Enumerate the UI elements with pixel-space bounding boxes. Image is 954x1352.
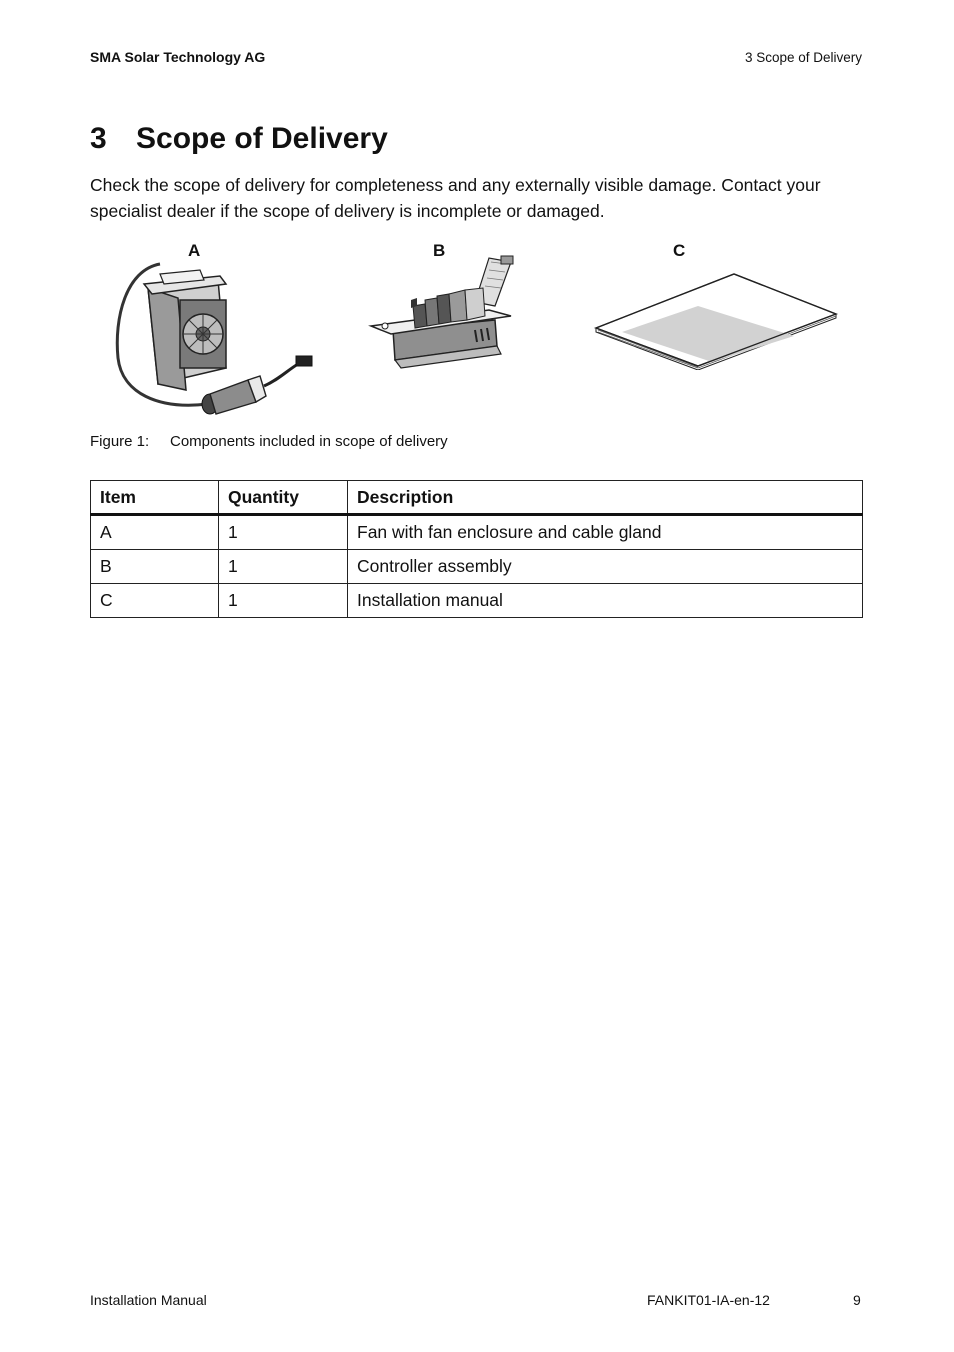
column-header-quantity: Quantity	[219, 481, 348, 515]
page-title	[90, 122, 388, 156]
caption-prefix: Figure 1:	[90, 433, 150, 450]
figure-caption	[90, 433, 448, 450]
figure-label-b: B	[433, 241, 446, 260]
section-title: Scope of Delivery	[136, 122, 388, 155]
item-cell: B	[91, 550, 219, 584]
description-cell: Installation manual	[348, 584, 863, 618]
page-number: 9	[853, 1292, 861, 1308]
column-header-item: Item	[91, 481, 219, 515]
section-number: 3	[90, 122, 107, 155]
intro-paragraph: Check the scope of delivery for completeness and any externally visible damage. Contact your specialist dealer if the scope of delivery is incomplete or damaged.	[90, 175, 821, 221]
footer-doc-code: FANKIT01-IA-en-12	[647, 1292, 770, 1308]
item-cell: A	[91, 515, 219, 550]
header-section: 3 Scope of Delivery	[744, 50, 862, 65]
quantity-cell: 1	[219, 584, 348, 618]
item-cell: C	[91, 584, 219, 618]
footer-doc-type: Installation Manual	[90, 1292, 207, 1308]
header-company: SMA Solar Technology AG	[90, 49, 266, 65]
figure-label-c: C	[673, 241, 686, 260]
description-cell: Controller assembly	[348, 550, 863, 584]
manual-illustration	[592, 270, 842, 370]
column-header-description: Description	[348, 481, 863, 515]
scope-table	[90, 480, 863, 618]
table-row	[91, 584, 863, 618]
table-row	[91, 515, 863, 550]
caption-text: Components included in scope of delivery	[170, 433, 448, 450]
table-header-row	[91, 481, 863, 515]
controller-assembly-illustration	[365, 250, 525, 375]
quantity-cell: 1	[219, 515, 348, 550]
fan-assembly-illustration	[108, 258, 328, 418]
figure-label-a: A	[188, 241, 201, 260]
table-row	[91, 550, 863, 584]
quantity-cell: 1	[219, 550, 348, 584]
description-cell: Fan with fan enclosure and cable gland	[348, 515, 863, 550]
